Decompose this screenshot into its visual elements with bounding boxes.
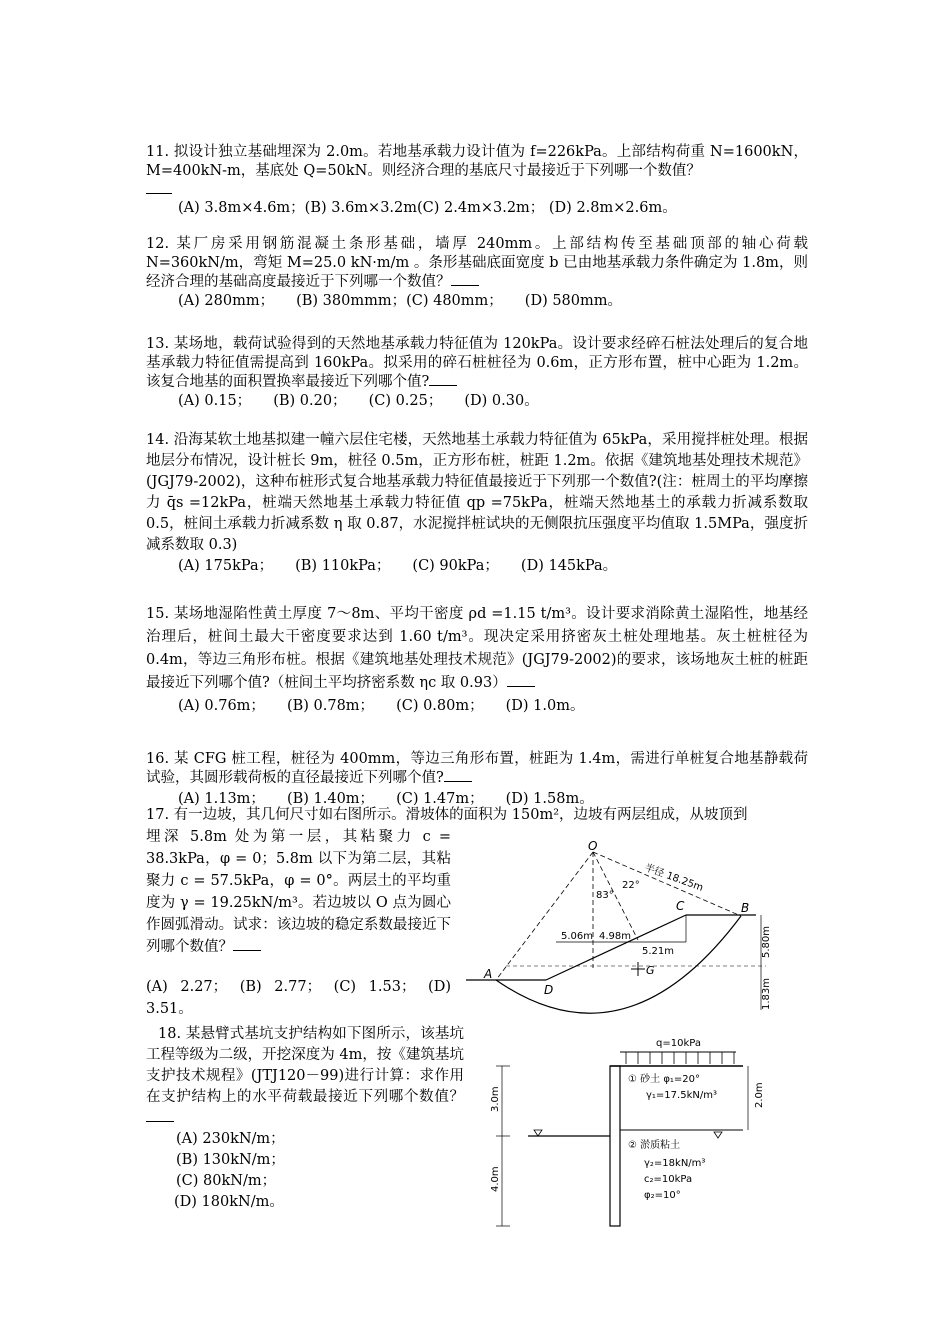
label-1-83: 1.83m	[761, 977, 772, 1010]
option-c: (C) 0.80m；	[396, 698, 484, 714]
question-13-text: 13. 某场地，载荷试验得到的天然地基承载力特征值为 120kPa。设计要求经碎石桩法处理后的复合地基承载力特征值需提高到 160kPa。拟采用的碎石桩桩径为 0.6m，正方形布置，桩中心距为 1.2m。该复合地基的面积置换率最接近下列哪个值?	[146, 336, 808, 390]
option-b: (B) 110kPa；	[295, 558, 391, 574]
question-17	[146, 826, 451, 1020]
answer-blank	[507, 674, 535, 687]
load-arrows	[626, 1052, 734, 1064]
answer-blank	[146, 181, 172, 194]
answer-blank	[233, 938, 261, 951]
question-12	[146, 235, 808, 311]
question-17-line1	[146, 806, 808, 825]
option-d: (D) 1.58m。	[505, 791, 594, 807]
label-layer2-c: c₂=10kPa	[644, 1174, 693, 1185]
question-16-text: 16. 某 CFG 桩工程，桩径为 400mm，等边三角形布置，桩距为 1.4m，需进行单桩复合地基静载荷试验，其圆形载荷板的直径最接近下列哪个值?	[146, 751, 808, 786]
option-a: (A) 230kN/m；	[176, 1131, 285, 1147]
label-b: B	[741, 901, 750, 915]
option-b: (B) 0.20；	[273, 393, 347, 409]
radius-oa	[496, 852, 593, 980]
question-14	[146, 430, 808, 577]
question-11	[146, 143, 808, 218]
label-4m: 4.0m	[490, 1166, 501, 1192]
answer-blank	[146, 1109, 174, 1122]
answer-blank	[429, 373, 457, 386]
option-b: (B) 0.78m；	[286, 698, 375, 714]
option-d: (D) 1.0m。	[505, 698, 585, 714]
label-a: A	[484, 967, 493, 981]
question-11-options: (A) 3.8m×4.6m；(B) 3.6m×3.2m(C) 2.4m×3.2m； (D) 2.8m×2.6m。	[178, 200, 677, 216]
label-surcharge: q=10kPa	[656, 1038, 701, 1049]
question-15-text: 15. 某场地湿陷性黄土厚度 7～8m、平均干密度 ρd =1.15 t/m³。设计要求消除黄土湿陷性，地基经治理后，桩间土最大干密度要求达到 1.60 t/m³。现决定采用挤密灰土桩处理地基。灰土桩桩径为 0.4m，等边三角形布桩。根据《建筑地基处理技术规范》(JGJ79-2002)的要求，该场地灰土桩的桩距最接近下列哪个值?（桩间土平均挤密系数 ηc 取 0.93）	[146, 606, 808, 691]
question-14-options	[146, 556, 808, 577]
label-5-80: 5.80m	[761, 925, 772, 958]
label-angle-83: 83°	[596, 890, 614, 901]
option-c: (C) 0.25；	[368, 393, 443, 409]
option-a: (A) 1.13m；	[178, 791, 265, 807]
question-17-text: 埋深 5.8m 处为第一层，其粘聚力 c = 38.3kPa，φ = 0；5.8m 以下为第二层，其粘聚力 c = 57.5kPa，φ = 0°。两层土的平均重度为 γ = 19.25kN/m³。若边坡以 O 点为圆心作圆弧滑动。试求：该边坡的稳定系数最接近下列哪个数值？	[146, 829, 451, 955]
label-d: D	[544, 983, 554, 997]
label-layer1: ① 砂土 φ₁=20°	[628, 1074, 701, 1085]
label-angle-22: 22°	[622, 880, 640, 891]
option-a: (A) 0.76m；	[178, 698, 265, 714]
answer-blank	[451, 273, 479, 286]
label-2m: 2.0m	[754, 1082, 765, 1108]
label-4-98: 4.98m	[599, 931, 632, 942]
question-12-text: 12. 某厂房采用钢筋混凝土条形基础，墙厚 240mm。上部结构传至基础顶部的轴心荷载 N=360kN/m，弯矩 M=25.0 kN·m/m 。条形基础底面宽度 b 已由地基承载力条件确定为 1.8m，则经济合理的基础高度最接近于下列哪一个数值？	[146, 236, 808, 290]
question-12-options	[146, 292, 808, 311]
slope-figure	[466, 840, 786, 1020]
label-layer2: ② 淤质粘土	[628, 1140, 681, 1151]
label-g: G	[646, 964, 655, 977]
question-13	[146, 335, 808, 411]
label-layer2-gamma: γ₂=18kN/m³	[644, 1158, 706, 1169]
question-14-text: 14. 沿海某软土地基拟建一幢六层住宅楼，天然地基土承载力特征值为 65kPa，采用搅拌桩处理。根据地层分布情况，设计桩长 9m，桩径 0.5m，正方形布桩，桩距 1.2m。依据《建筑地基处理技术规范》(JGJ79-2002)，这种布桩形式复合地基承载力特征值最接近于下列那一个数值?(注：桩周土的平均摩擦力 q̄s =12kPa，桩端天然地基土承载力特征值 qp =75kPa，桩端天然地基土的承载力折减系数取 0.5，桩间土承载力折减系数 η 取 0.87，水泥搅拌桩试块的无侧限抗压强度平均值取 1.5MPa，强度折减系数取 0.3)	[146, 432, 808, 553]
label-layer1-gamma: γ₁=17.5kN/m³	[646, 1090, 717, 1101]
option-a: (A) 280mm；	[178, 293, 275, 309]
label-layer2-phi: φ₂=10°	[644, 1190, 681, 1201]
retaining-wall	[610, 1066, 620, 1226]
question-13-options	[146, 392, 808, 411]
option-a: (A) 0.15；	[178, 393, 252, 409]
label-5-06: 5.06m	[561, 931, 594, 942]
label-5-21: 5.21m	[642, 946, 675, 957]
option-c: (C) 90kPa；	[412, 558, 499, 574]
question-16	[146, 750, 808, 809]
option-c: (C) 1.47m；	[396, 791, 484, 807]
option-d: (D) 0.30。	[464, 393, 539, 409]
radius-ob	[593, 852, 741, 916]
question-11-text: 11. 拟设计独立基础埋深为 2.0m。若地基承载力设计值为 f=226kPa。上部结构荷重 N=1600kN，M=400kN-m，基底处 Q=50kN。则经济合理的基底尺寸最接近于下列哪一个数值？	[146, 144, 808, 179]
option-a: (A) 175kPa；	[178, 558, 274, 574]
option-c: (C) 80kN/m；	[176, 1173, 277, 1189]
water-table-right-icon	[714, 1132, 722, 1138]
question-17-options: (A) 2.27； (B) 2.77； (C) 1.53； (D) 3.51。	[146, 979, 451, 1017]
answer-blank	[444, 769, 472, 782]
option-d: (D) 580mm。	[524, 293, 623, 309]
option-b: (B) 1.40m；	[286, 791, 375, 807]
option-d: (D) 145kPa。	[520, 558, 618, 574]
option-d: (D) 180kN/m。	[174, 1194, 284, 1210]
question-15-options	[146, 695, 808, 718]
option-b: (B) 130kN/m；	[176, 1152, 285, 1168]
label-3m: 3.0m	[490, 1086, 501, 1112]
water-table-left-icon	[534, 1130, 542, 1136]
label-c: C	[676, 899, 685, 913]
option-b-c: (B) 380mmm；(C) 480mm；	[296, 293, 503, 309]
question-17-first-line: 17. 有一边坡，其几何尺寸如右图所示。滑坡体的面积为 150m²，边坡有两层组成，从坡顶到	[146, 807, 748, 823]
label-o: O	[588, 840, 598, 853]
question-18-text: 18. 某悬臂式基坑支护结构如下图所示，该基坑工程等级为二级，开挖深度为 4m，按《建筑基坑支护技术规程》(JTJ120－99)进行计算：求作用在支护结构上的水平荷载最接近下列哪个数值？	[146, 1026, 464, 1105]
label-radius: 半径 18.25m	[642, 862, 705, 894]
excavation-figure	[488, 1032, 778, 1232]
question-18	[146, 1024, 464, 1213]
question-15	[146, 603, 808, 718]
